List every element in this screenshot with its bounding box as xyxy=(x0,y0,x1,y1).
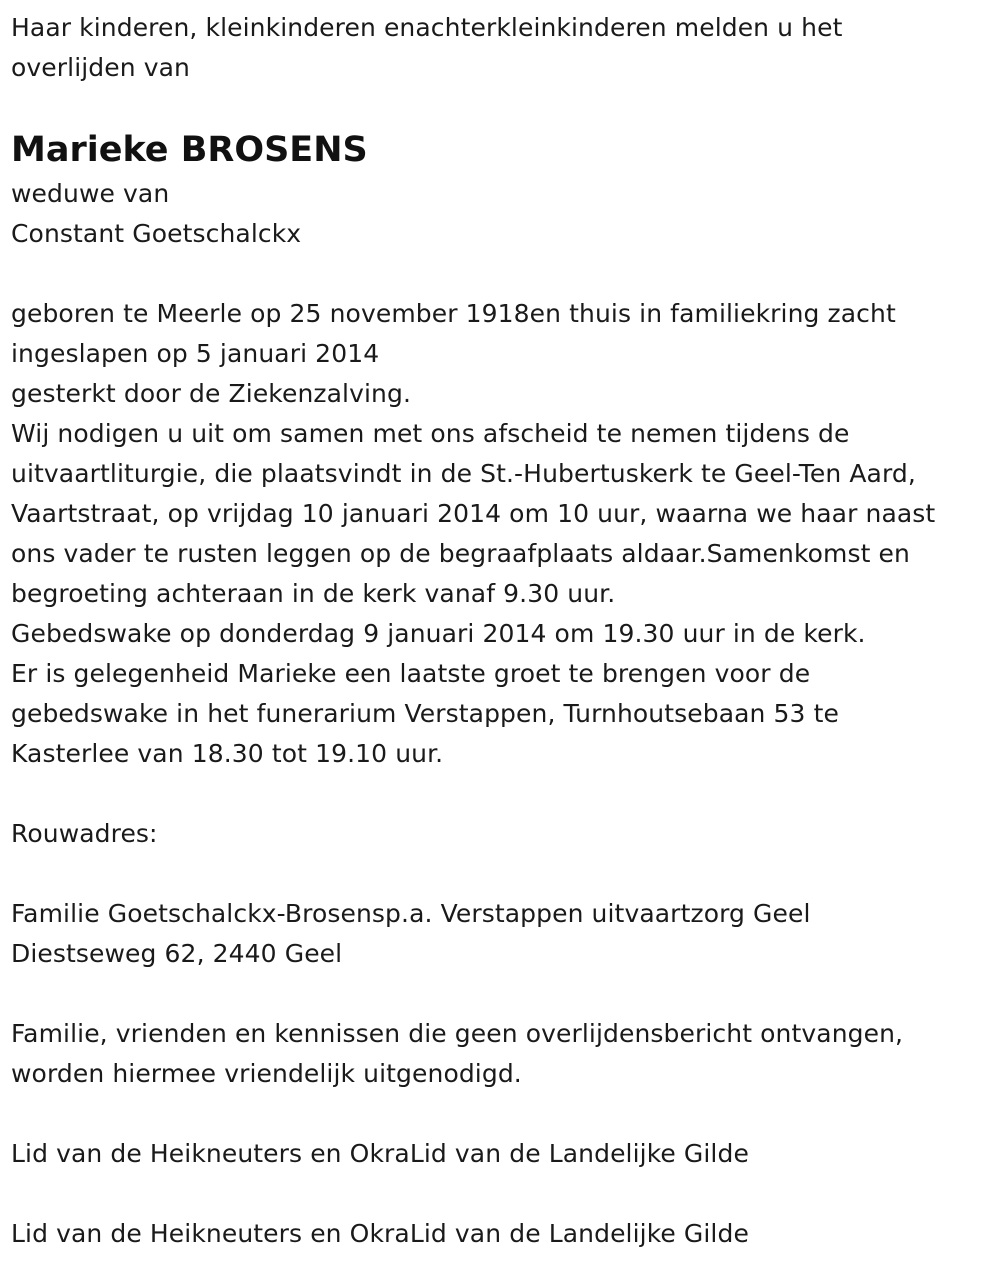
membership-line: Lid van de Heikneuters en OkraLid van de Landelijke Gilde xyxy=(11,1139,749,1168)
address-line-1: Familie Goetschalckx-Brosensp.a. Verstappen uitvaartzorg Geel xyxy=(11,899,811,928)
spacer xyxy=(11,1174,991,1214)
address-line-2: Diestseweg 62, 2440 Geel xyxy=(11,939,343,968)
relation-text: weduwe van xyxy=(11,179,170,208)
spacer xyxy=(11,974,991,1014)
body-line: Er is gelegenheid Marieke een laatste groet te brengen voor de xyxy=(11,659,811,688)
body-line: Wij nodigen u uit om samen met ons afscheid te nemen tijdens de xyxy=(11,419,850,448)
body-line: ingeslapen op 5 januari 2014 xyxy=(11,339,380,368)
invitation-line-2: worden hiermee vriendelijk uitgenodigd. xyxy=(11,1059,522,1088)
invitation-line-1: Familie, vrienden en kennissen die geen overlijdensbericht ontvangen, xyxy=(11,1019,904,1048)
spouse-name: Constant Goetschalckx xyxy=(11,219,302,248)
address-label: Rouwadres: xyxy=(11,819,158,848)
notice-body xyxy=(11,294,991,774)
body-line: Gebedswake op donderdag 9 januari 2014 om 19.30 uur in de kerk. xyxy=(11,619,866,648)
body-line: Kasterlee van 18.30 tot 19.10 uur. xyxy=(11,739,444,768)
membership-line: Lid van de Heikneuters en OkraLid van de Landelijke Gilde xyxy=(11,1219,749,1248)
body-line: gesterkt door de Ziekenzalving. xyxy=(11,379,411,408)
spacer xyxy=(11,774,991,814)
body-line: Vaartstraat, op vrijdag 10 januari 2014 om 10 uur, waarna we haar naast xyxy=(11,499,936,528)
body-line: begroeting achteraan in de kerk vanaf 9.30 uur. xyxy=(11,579,616,608)
spacer xyxy=(11,854,991,894)
body-line: uitvaartliturgie, die plaatsvindt in de St.-Hubertuskerk te Geel-Ten Aard, xyxy=(11,459,916,488)
intro-line-1: Haar kinderen, kleinkinderen enachterkleinkinderen melden u het xyxy=(11,13,843,42)
body-line: geboren te Meerle op 25 november 1918en thuis in familiekring zacht xyxy=(11,299,896,328)
deceased-name: Marieke BROSENS xyxy=(11,130,368,170)
death-notice xyxy=(11,8,991,1254)
intro-line-2: overlijden van xyxy=(11,53,190,82)
spacer xyxy=(11,254,991,294)
body-line: gebedswake in het funerarium Verstappen, Turnhoutsebaan 53 te xyxy=(11,699,839,728)
body-line: ons vader te rusten leggen op de begraafplaats aldaar.Samenkomst en xyxy=(11,539,910,568)
spacer xyxy=(11,1094,991,1134)
